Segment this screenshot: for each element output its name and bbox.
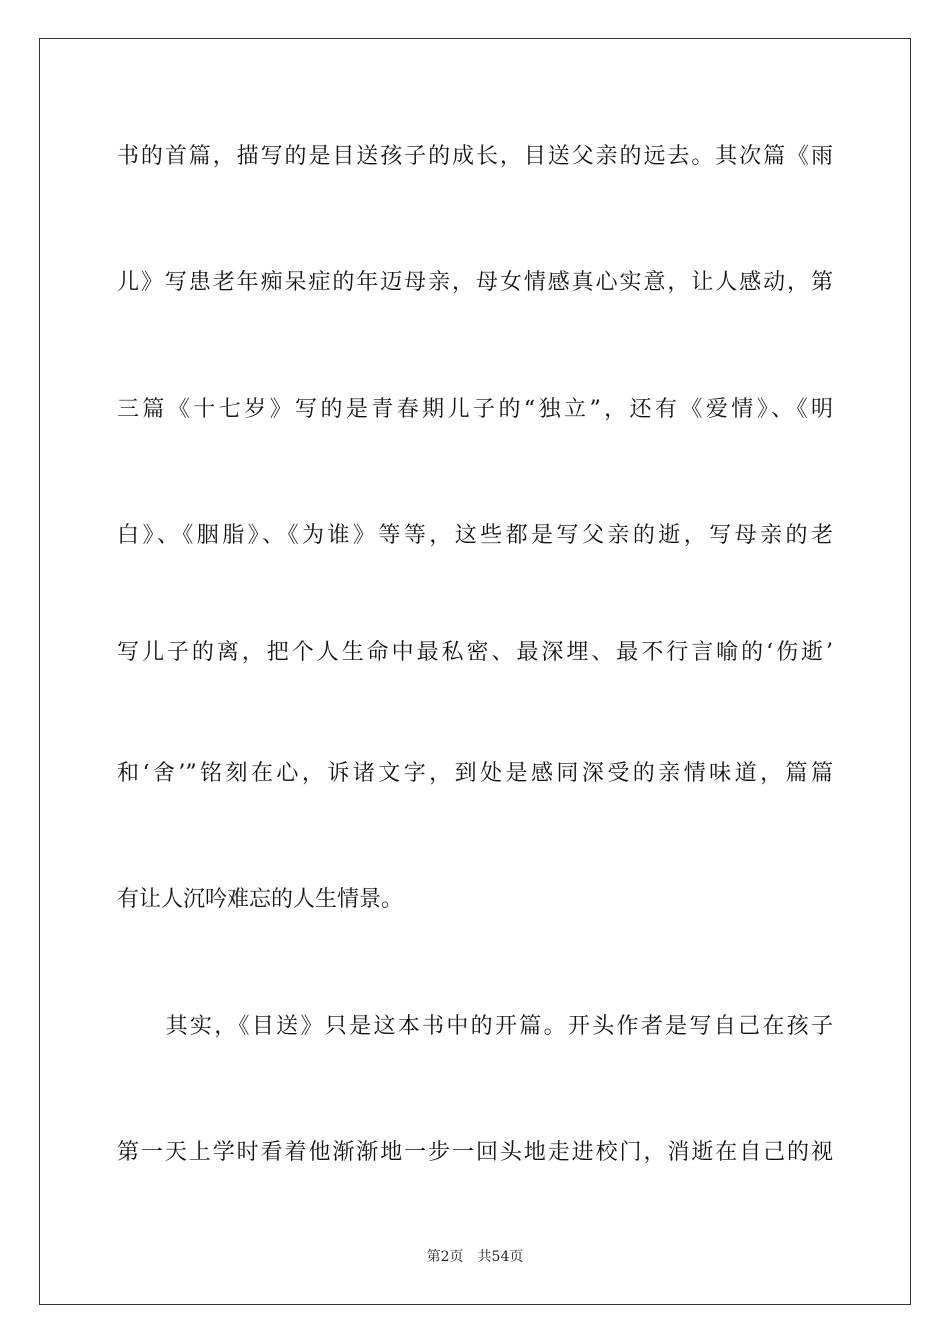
text-line-3: 三篇《十七岁》写的是青春期儿子的“独立”，还有《爱情》、《明 [117,397,833,422]
text-line-6: 和‘舍’”铭刻在心，诉诸文字，到处是感同深受的亲情味道，篇篇 [117,761,833,786]
text-line-5: 写儿子的离，把个人生命中最私密、最深埋、最不行言喻的‘伤逝’ [117,640,833,665]
text-line-4: 白》、《胭脂》、《为谁》等等，这些都是写父亲的逝，写母亲的老 [117,523,833,548]
page-number: 第2页 [426,1249,464,1265]
text-line-2: 儿》写患老年痴呆症的年迈母亲，母女情感真心实意，让人感动，第 [117,270,833,295]
page-total: 共54页 [477,1249,524,1265]
page-footer [0,1248,950,1266]
text-line-9: 第一天上学时看着他渐渐地一步一回头地走进校门，消逝在自己的视 [117,1140,833,1165]
text-line-1: 书的首篇，描写的是目送孩子的成长，目送父亲的远去。其次篇《雨 [117,144,833,169]
page-border [39,38,911,1305]
text-line-7: 有让人沉吟难忘的人生情景。 [117,887,404,912]
text-line-8: 其实，《目送》只是这本书中的开篇。开头作者是写自己在孩子 [117,1014,833,1039]
